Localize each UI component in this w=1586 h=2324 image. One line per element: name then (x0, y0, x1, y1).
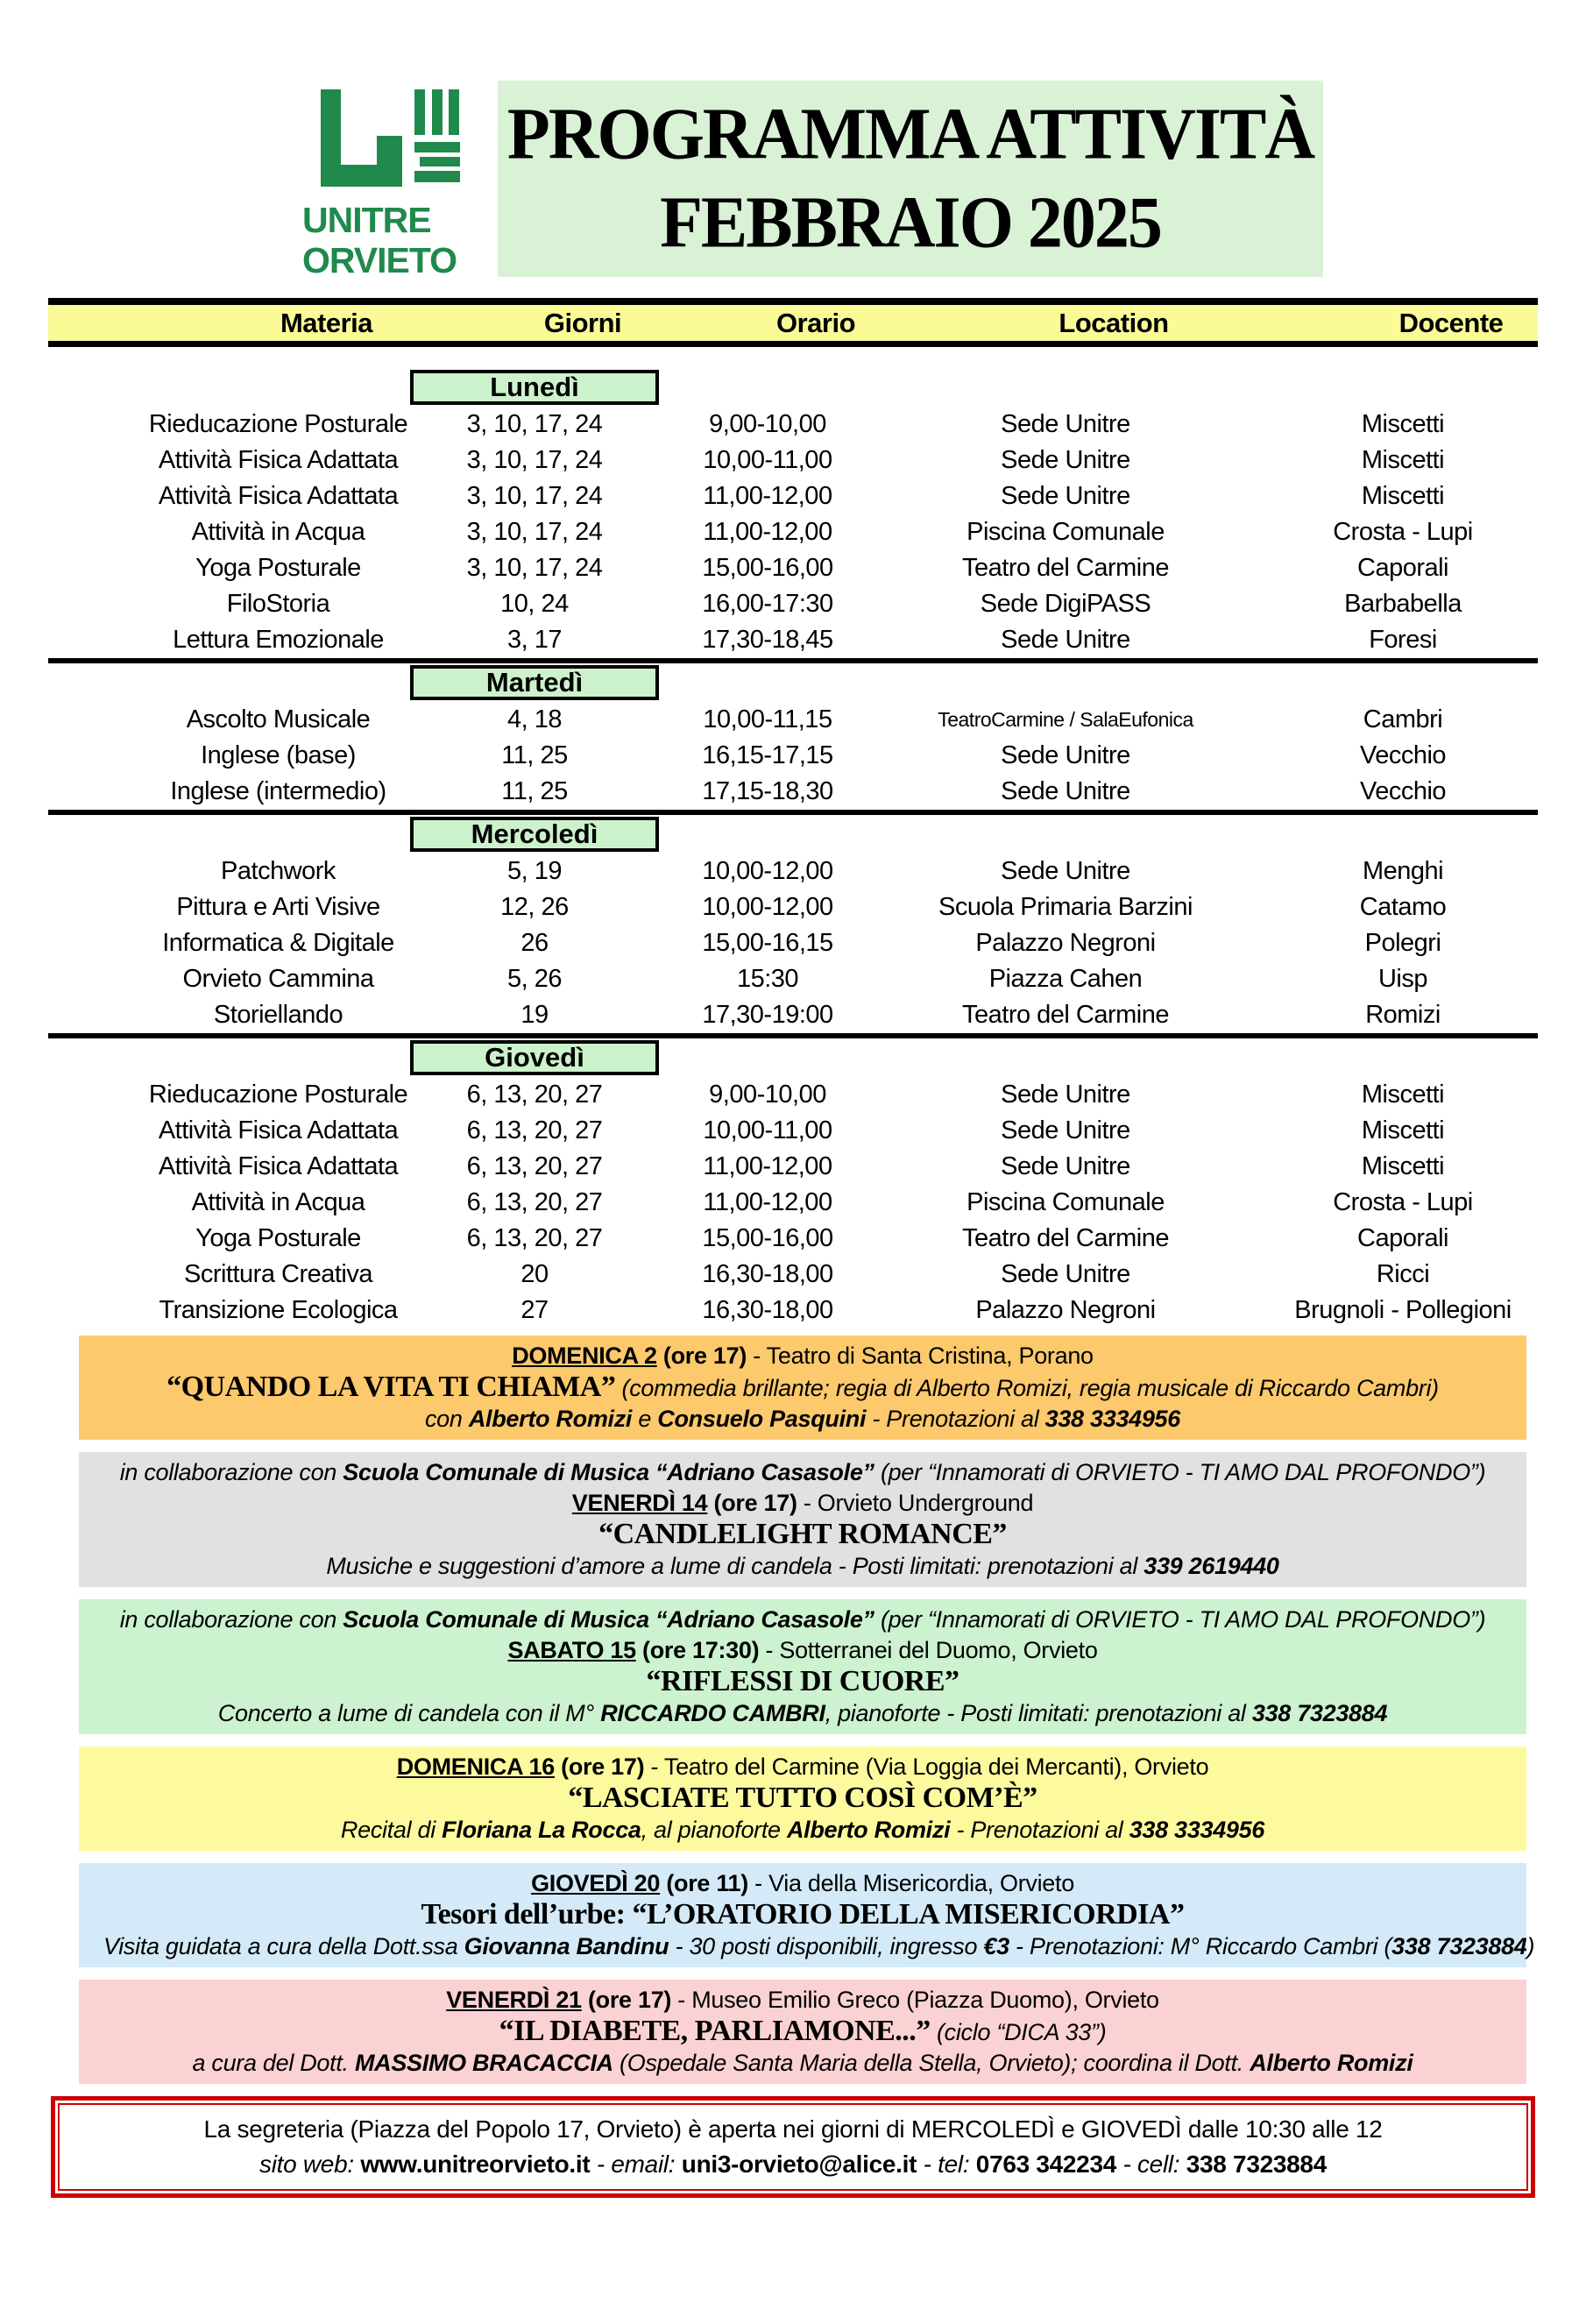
text-run: (per “Innamorati di ORVIETO - TI AMO DAL PROFONDO”) (874, 1606, 1486, 1633)
text-run: La segreteria (Piazza del Popolo 17, Orvieto) è aperta nei giorni di MERCOLEDÌ e GIOVEDÌ dalle 10:30 alle 12 (203, 2115, 1383, 2143)
text-run: Tesori dell’urbe: “L’ORATORIO DELLA MISERICORDIA” (421, 1898, 1185, 1931)
cell-orario: 15:30 (736, 965, 799, 993)
text-run: (commedia brillante; regia di Alberto Romizi, regia musicale di Riccardo Cambri) (615, 1375, 1439, 1401)
cell-orario: 16,15-17,15 (702, 741, 833, 769)
cell-orario: 10,00-11,00 (703, 1116, 832, 1144)
text-run: Alberto Romizi (786, 1817, 951, 1843)
text-line (103, 1815, 1502, 1846)
cell-materia: Rieducazione Posturale (148, 1081, 408, 1109)
cell-location: Sede Unitre (1001, 1081, 1130, 1109)
cell-giorni: 3, 10, 17, 24 (466, 518, 603, 546)
text-run: - tel: (917, 2150, 976, 2178)
cell-docente: Vecchio (1359, 741, 1447, 769)
cell-materia: Rieducazione Posturale (148, 410, 408, 438)
text-run: Musiche e suggestioni d’amore a lume di candela - Posti limitati: prenotazioni al (326, 1553, 1144, 1579)
text-run: Alberto Romizi (468, 1406, 633, 1432)
text-run: (ore 17) (656, 1343, 747, 1369)
cell-giorni: 5, 19 (507, 857, 562, 885)
text-run: - Prenotazioni: M° Riccardo Cambri ( (1009, 1933, 1392, 1959)
cell-orario: 17,30-19:00 (702, 1001, 833, 1029)
cell-giorni: 3, 10, 17, 24 (466, 554, 603, 582)
cell-location: Sede Unitre (1001, 446, 1130, 474)
column-header-docente: Docente (1398, 308, 1504, 338)
text-line (103, 1868, 1502, 1899)
cell-orario: 10,00-11,00 (703, 446, 832, 474)
cell-materia: Informatica & Digitale (162, 929, 394, 957)
cell-location: Teatro del Carmine (962, 1001, 1169, 1029)
cell-orario: 15,00-16,00 (702, 1224, 833, 1252)
logo-wordmark-line2: ORVIETO (302, 240, 457, 280)
cell-giorni: 6, 13, 20, 27 (466, 1081, 603, 1109)
text-run: 338 7323884 (1251, 1700, 1388, 1726)
text-line (103, 1931, 1535, 1962)
text-run: Scuola Comunale di Musica “Adriano Casasole” (343, 1606, 874, 1633)
text-run: - Prenotazioni al (866, 1406, 1045, 1432)
text-run: - Museo Emilio Greco (Piazza Duomo), Orvieto (671, 1987, 1159, 2013)
table-row (0, 1293, 1586, 1329)
table-row (0, 961, 1586, 997)
cell-location: Teatro del Carmine (962, 554, 1169, 582)
text-run: 338 7323884 (1391, 1933, 1527, 1959)
cell-orario: 9,00-10,00 (709, 1081, 826, 1109)
cell-docente: Polegri (1364, 929, 1441, 957)
table-row (0, 1185, 1586, 1221)
table-row (0, 997, 1586, 1033)
table-row (0, 443, 1586, 478)
cell-orario: 15,00-16,15 (702, 929, 833, 957)
cell-giorni: 12, 26 (500, 893, 569, 921)
cell-giorni: 11, 25 (501, 741, 568, 769)
cell-orario: 16,00-17:30 (702, 590, 833, 618)
text-line (103, 1371, 1502, 1404)
text-run: RICCARDO CAMBRI (600, 1700, 825, 1726)
column-header-materia: Materia (280, 308, 373, 338)
text-line (103, 1666, 1502, 1698)
text-run: VENERDÌ 21 (446, 1987, 582, 2013)
text-line (103, 1698, 1502, 1729)
cell-materia: Inglese (base) (201, 741, 356, 769)
cell-docente: Foresi (1369, 626, 1437, 654)
header (302, 81, 1586, 280)
table-row (0, 1077, 1586, 1113)
cell-location: Piscina Comunale (966, 518, 1165, 546)
cell-docente: Brugnoli - Pollegioni (1294, 1296, 1512, 1324)
section-divider (48, 1033, 1538, 1038)
text-run: MASSIMO BRACACCIA (354, 2050, 613, 2076)
cell-orario: 11,00-12,00 (703, 482, 832, 510)
cell-materia: Attività in Acqua (191, 1188, 365, 1216)
text-line (103, 1899, 1502, 1931)
cell-orario: 11,00-12,00 (703, 1188, 832, 1216)
table-row (0, 925, 1586, 961)
text-run: (ore 17) (707, 1490, 797, 1516)
cell-docente: Caporali (1357, 1224, 1448, 1252)
cell-orario: 10,00-12,00 (702, 893, 833, 921)
cell-orario: 16,30-18,00 (702, 1296, 833, 1324)
event-block-sabato-15 (79, 1599, 1526, 1734)
cell-location: Sede Unitre (1001, 777, 1130, 805)
cell-docente: Cambri (1363, 705, 1443, 733)
schedule-table (0, 370, 1586, 1329)
text-run: a cura del Dott. (192, 2050, 355, 2076)
text-run: (ore 17) (554, 1754, 645, 1780)
cell-giorni: 5, 26 (507, 965, 562, 993)
day-header-lunedì: Lunedì (410, 370, 659, 405)
text-run: “LASCIATE TUTTO COSÌ COM’È” (568, 1782, 1037, 1814)
table-row (0, 854, 1586, 889)
cell-location: Sede Unitre (1001, 1260, 1130, 1288)
event-block-domenica-2 (79, 1336, 1526, 1440)
text-run: , al pianoforte (641, 1817, 787, 1843)
text-run: Scuola Comunale di Musica “Adriano Casasole” (343, 1459, 874, 1485)
text-line (68, 2112, 1518, 2147)
unitre-logo (302, 81, 469, 280)
cell-materia: Yoga Posturale (195, 1224, 361, 1252)
cell-location: Sede Unitre (1001, 1152, 1130, 1180)
cell-docente: Crosta - Lupi (1333, 518, 1473, 546)
cell-orario: 11,00-12,00 (703, 1152, 832, 1180)
cell-docente: Miscetti (1361, 1152, 1445, 1180)
text-run: 339 2619440 (1143, 1553, 1279, 1579)
cell-location: Sede DigiPASS (980, 590, 1151, 618)
text-run: Alberto Romizi (1250, 2050, 1413, 2076)
logo-wordmark-line1: UNITRE (302, 200, 431, 240)
cell-docente: Catamo (1359, 893, 1447, 921)
text-run: sito web: (259, 2150, 361, 2178)
cell-docente: Barbabella (1344, 590, 1462, 618)
text-run: Concerto a lume di candela con il M° (217, 1700, 601, 1726)
footer-box (51, 2096, 1535, 2198)
cell-orario: 10,00-12,00 (702, 857, 833, 885)
text-run: - Sotterranei del Duomo, Orvieto (759, 1637, 1098, 1663)
cell-materia: Attività Fisica Adattata (158, 482, 399, 510)
column-header-band (48, 298, 1538, 347)
cell-location: Teatro del Carmine (962, 1224, 1169, 1252)
cell-giorni: 11, 25 (501, 777, 568, 805)
text-run: www.unitreorvieto.it (360, 2150, 591, 2178)
text-run: Visita guidata a cura della Dott.ssa (103, 1933, 464, 1959)
cell-docente: Miscetti (1361, 482, 1445, 510)
cell-materia: Patchwork (221, 857, 336, 885)
section-divider (48, 658, 1538, 663)
cell-giorni: 6, 13, 20, 27 (466, 1224, 603, 1252)
table-row (0, 514, 1586, 550)
text-run: Floriana La Rocca (442, 1817, 641, 1843)
text-line (103, 1488, 1502, 1519)
text-run: in collaborazione con (119, 1606, 343, 1633)
cell-giorni: 3, 10, 17, 24 (466, 482, 603, 510)
cell-location: Piazza Cahen (988, 965, 1143, 993)
text-run: - Teatro di Santa Cristina, Porano (747, 1343, 1094, 1369)
cell-giorni: 20 (520, 1260, 549, 1288)
cell-materia: Storiellando (213, 1001, 343, 1029)
section-divider (48, 810, 1538, 815)
text-line (103, 1404, 1502, 1435)
text-line (103, 1752, 1502, 1782)
cell-orario: 15,00-16,00 (702, 554, 833, 582)
text-run: “CANDLELIGHT ROMANCE” (598, 1518, 1007, 1550)
cell-docente: Caporali (1357, 554, 1448, 582)
cell-orario: 9,00-10,00 (709, 410, 826, 438)
text-run: “QUANDO LA VITA TI CHIAMA” (166, 1371, 616, 1403)
events-list (0, 1336, 1586, 2084)
text-run: - Orvieto Underground (797, 1490, 1034, 1516)
text-run: DOMENICA 2 (512, 1343, 657, 1369)
text-run: , pianoforte - Posti limitati: prenotazioni al (825, 1700, 1252, 1726)
text-run: 338 3334956 (1129, 1817, 1265, 1843)
cell-materia: Yoga Posturale (195, 554, 361, 582)
text-line (103, 2016, 1502, 2048)
cell-giorni: 19 (520, 1001, 549, 1029)
cell-docente: Romizi (1365, 1001, 1441, 1029)
cell-docente: Miscetti (1361, 1081, 1445, 1109)
text-run: 338 7323884 (1186, 2150, 1327, 2178)
text-line (103, 1635, 1502, 1666)
cell-location: Sede Unitre (1001, 626, 1130, 654)
cell-location: Sede Unitre (1001, 741, 1130, 769)
event-block-giovedi-20 (79, 1863, 1535, 1967)
cell-orario: 17,30-18,45 (702, 626, 833, 654)
table-row (0, 586, 1586, 622)
cell-location: Piscina Comunale (966, 1188, 1165, 1216)
text-run: - email: (590, 2150, 682, 2178)
cell-location: Sede Unitre (1001, 1116, 1130, 1144)
cell-location: Palazzo Negroni (975, 1296, 1156, 1324)
cell-docente: Vecchio (1359, 777, 1447, 805)
text-line (103, 1782, 1502, 1815)
cell-giorni: 26 (520, 929, 549, 957)
cell-materia: Ascolto Musicale (186, 705, 371, 733)
text-run: (ciclo “DICA 33”) (930, 2019, 1107, 2045)
table-row (0, 738, 1586, 774)
cell-docente: Miscetti (1361, 1116, 1445, 1144)
cell-materia: FiloStoria (226, 590, 330, 618)
text-run: “RIFLESSI DI CUORE” (646, 1665, 959, 1697)
event-block-domenica-16 (79, 1747, 1526, 1851)
cell-orario: 16,30-18,00 (702, 1260, 833, 1288)
cell-giorni: 3, 10, 17, 24 (466, 410, 603, 438)
text-run: (Ospedale Santa Maria della Stella, Orvieto); coordina il Dott. (612, 2050, 1250, 2076)
cell-materia: Attività Fisica Adattata (158, 446, 399, 474)
cell-materia: Attività Fisica Adattata (158, 1116, 399, 1144)
cell-docente: Miscetti (1361, 446, 1445, 474)
text-run: SABATO 15 (507, 1637, 636, 1663)
title-box (498, 81, 1323, 277)
day-header-martedì: Martedì (410, 665, 659, 700)
event-block-venerdi-21 (79, 1980, 1526, 2084)
cell-orario: 17,15-18,30 (702, 777, 833, 805)
column-header-orario: Orario (775, 308, 856, 338)
text-run: uni3-orvieto@alice.it (681, 2150, 917, 2178)
cell-docente: Uisp (1377, 965, 1427, 993)
cell-location: TeatroCarmine / SalaEufonica (938, 708, 1193, 731)
text-run: - Teatro del Carmine (Via Loggia dei Mercanti), Orvieto (644, 1754, 1209, 1780)
text-line (103, 1605, 1502, 1635)
text-run: Giovanna Bandinu (464, 1933, 669, 1959)
cell-location: Scuola Primaria Barzini (938, 893, 1193, 921)
table-row (0, 1113, 1586, 1149)
cell-giorni: 27 (520, 1296, 549, 1324)
table-row (0, 1257, 1586, 1293)
text-run: e (632, 1406, 658, 1432)
table-row (0, 550, 1586, 586)
cell-location: Palazzo Negroni (975, 929, 1156, 957)
text-line (103, 1551, 1502, 1582)
cell-giorni: 6, 13, 20, 27 (466, 1116, 603, 1144)
text-run: - Via della Misericordia, Orvieto (747, 1870, 1074, 1896)
day-header-giovedì: Giovedì (410, 1040, 659, 1075)
column-header-location: Location (1059, 308, 1169, 338)
table-row (0, 702, 1586, 738)
text-run: - cell: (1116, 2150, 1186, 2178)
text-line (103, 1457, 1502, 1488)
cell-docente: Menghi (1362, 857, 1444, 885)
table-row (0, 1221, 1586, 1257)
text-run: (ore 17) (581, 1987, 672, 2013)
text-run: in collaborazione con (119, 1459, 343, 1485)
cell-materia: Scrittura Creativa (183, 1260, 372, 1288)
text-run: 0763 342234 (975, 2150, 1116, 2178)
cell-materia: Inglese (intermedio) (170, 777, 386, 805)
cell-giorni: 3, 10, 17, 24 (466, 446, 603, 474)
cell-materia: Lettura Emozionale (173, 626, 384, 654)
unitre-logo-mark-icon (302, 81, 469, 191)
table-row (0, 774, 1586, 810)
text-line (103, 1985, 1502, 2016)
cell-materia: Attività Fisica Adattata (158, 1152, 399, 1180)
table-row (0, 478, 1586, 514)
table-row (0, 889, 1586, 925)
cell-materia: Attività in Acqua (191, 518, 365, 546)
text-line (103, 1519, 1502, 1551)
text-run: (ore 17:30) (635, 1637, 760, 1663)
cell-location: Sede Unitre (1001, 857, 1130, 885)
text-line (68, 2147, 1518, 2182)
cell-giorni: 4, 18 (507, 705, 562, 733)
text-line (103, 2048, 1502, 2079)
text-run: con (424, 1406, 469, 1432)
cell-giorni: 3, 17 (507, 626, 562, 654)
text-run: (ore 11) (660, 1870, 748, 1896)
cell-docente: Crosta - Lupi (1333, 1188, 1473, 1216)
text-run: (per “Innamorati di ORVIETO - TI AMO DAL PROFONDO”) (874, 1459, 1486, 1485)
event-block-venerdi-14 (79, 1452, 1526, 1587)
program-title: PROGRAMMA ATTIVITÀ (506, 93, 1314, 175)
text-run: Recital di (340, 1817, 443, 1843)
cell-giorni: 10, 24 (500, 590, 569, 618)
text-run: - Prenotazioni al (950, 1817, 1129, 1843)
text-line (103, 1341, 1502, 1371)
column-header-giorni: Giorni (543, 308, 622, 338)
cell-orario: 11,00-12,00 (703, 518, 832, 546)
cell-location: Sede Unitre (1001, 482, 1130, 510)
text-run: “IL DIABETE, PARLIAMONE...” (499, 2015, 931, 2047)
cell-location: Sede Unitre (1001, 410, 1130, 438)
cell-docente: Miscetti (1361, 410, 1445, 438)
cell-materia: Pittura e Arti Visive (176, 893, 380, 921)
day-header-mercoledì: Mercoledì (410, 817, 659, 852)
footer-content (58, 2103, 1528, 2191)
text-run: 338 3334956 (1044, 1406, 1180, 1432)
cell-orario: 10,00-11,15 (703, 705, 832, 733)
text-run: ) (1526, 1933, 1535, 1959)
program-subtitle: FEBBRAIO 2025 (660, 181, 1161, 264)
cell-docente: Ricci (1376, 1260, 1430, 1288)
text-run: DOMENICA 16 (396, 1754, 555, 1780)
table-row (0, 622, 1586, 658)
text-run: €3 (983, 1933, 1009, 1959)
logo-wordmark (302, 200, 469, 280)
text-run: GIOVEDÌ 20 (531, 1870, 661, 1896)
cell-materia: Orvieto Cammina (182, 965, 374, 993)
cell-giorni: 6, 13, 20, 27 (466, 1188, 603, 1216)
table-row (0, 407, 1586, 443)
text-run: - 30 posti disponibili, ingresso (669, 1933, 984, 1959)
cell-materia: Transizione Ecologica (159, 1296, 398, 1324)
text-run: VENERDÌ 14 (571, 1490, 708, 1516)
page (0, 81, 1586, 2324)
table-row (0, 1149, 1586, 1185)
text-run: Consuelo Pasquini (657, 1406, 867, 1432)
cell-giorni: 6, 13, 20, 27 (466, 1152, 603, 1180)
